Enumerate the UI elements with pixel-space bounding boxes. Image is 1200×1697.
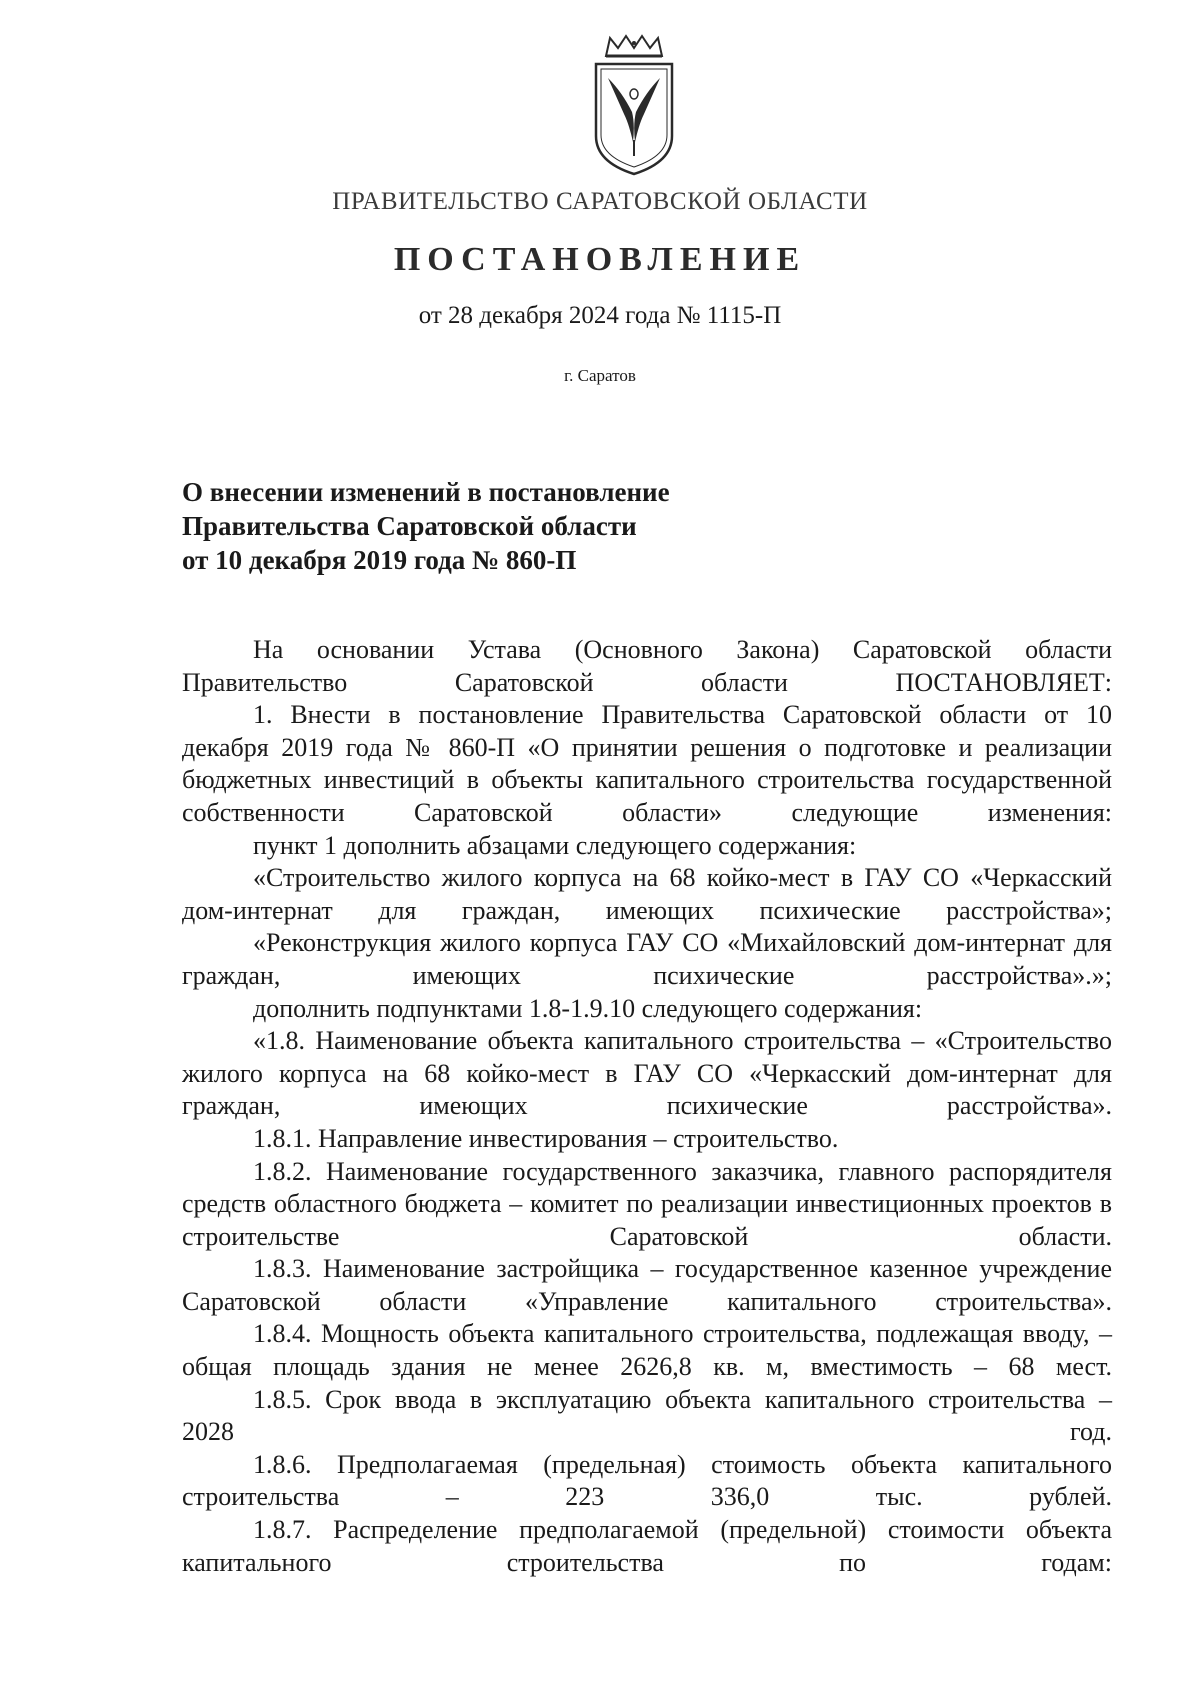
body-paragraph: 1.8.1. Направление инвестирования – строительство.	[253, 1123, 839, 1153]
document-body	[182, 634, 1112, 1579]
body-paragraph: 1.8.4. Мощность объекта капитального строительства, подлежащая вводу, – общая площадь здания не менее 2626,8 кв. м, вместимость – 68 мест.	[182, 1319, 1112, 1382]
government-name: ПРАВИТЕЛЬСТВО САРАТОВСКОЙ ОБЛАСТИ	[332, 188, 868, 215]
body-paragraph: 1.8.7. Распределение предполагаемой (предельной) стоимости объекта капитального строительства по годам:	[182, 1515, 1112, 1577]
title-line: О внесении изменений в постановление	[182, 477, 670, 507]
body-paragraph: пункт 1 дополнить абзацами следующего содержания:	[253, 830, 857, 860]
document-title	[182, 475, 670, 577]
body-paragraph: 1.8.6. Предполагаемая (предельная) стоимость объекта капитального строительства – 223 336,0 тыс. рублей.	[182, 1449, 1112, 1512]
document-city: г. Саратов	[564, 366, 636, 385]
body-paragraph: «1.8. Наименование объекта капитального строительства – «Строительство жилого корпуса на 68 койко-мест в ГАУ СО «Черкасский дом-интернат для граждан, имеющих психические расстройства».	[182, 1026, 1112, 1121]
body-paragraph: 1.8.3. Наименование застройщика – государственное казенное учреждение Саратовской области «Управление капитального строительства».	[182, 1254, 1112, 1316]
title-line: от 10 декабря 2019 года № 860-П	[182, 545, 577, 575]
body-paragraph: «Строительство жилого корпуса на 68 койко-мест в ГАУ СО «Черкасский дом-интернат для граждан, имеющих психические расстройства»;	[182, 863, 1112, 925]
coat-of-arms-icon	[588, 34, 680, 176]
body-paragraph: На основании Устава (Основного Закона) Саратовской области Правительство Саратовской области ПОСТАНОВЛЯЕТ:	[182, 635, 1112, 697]
document-type-heading: ПОСТАНОВЛЕНИЕ	[393, 241, 807, 278]
document-date-number: от 28 декабря 2024 года № 1115-П	[418, 302, 782, 329]
body-paragraph: «Реконструкция жилого корпуса ГАУ СО «Михайловский дом-интернат для граждан, имеющих психические расстройства».»;	[182, 928, 1112, 990]
body-paragraph: 1.8.5. Срок ввода в эксплуатацию объекта капитального строительства – 2028 год.	[182, 1384, 1112, 1447]
body-paragraph: 1.8.2. Наименование государственного заказчика, главного распорядителя средств областного бюджета – комитет по реализации инвестиционных проектов в строительстве Саратовской области.	[182, 1156, 1112, 1251]
body-paragraph: дополнить подпунктами 1.8-1.9.10 следующего содержания:	[253, 993, 923, 1023]
body-paragraph: 1. Внести в постановление Правительства Саратовской области от 10 декабря 2019 года № 860-П «О принятии решения о подготовке и реализации бюджетных инвестиций в объекты капитального строительства государственной собственности Саратовской области» следующие изменения:	[182, 700, 1112, 827]
title-line: Правительства Саратовской области	[182, 511, 637, 541]
